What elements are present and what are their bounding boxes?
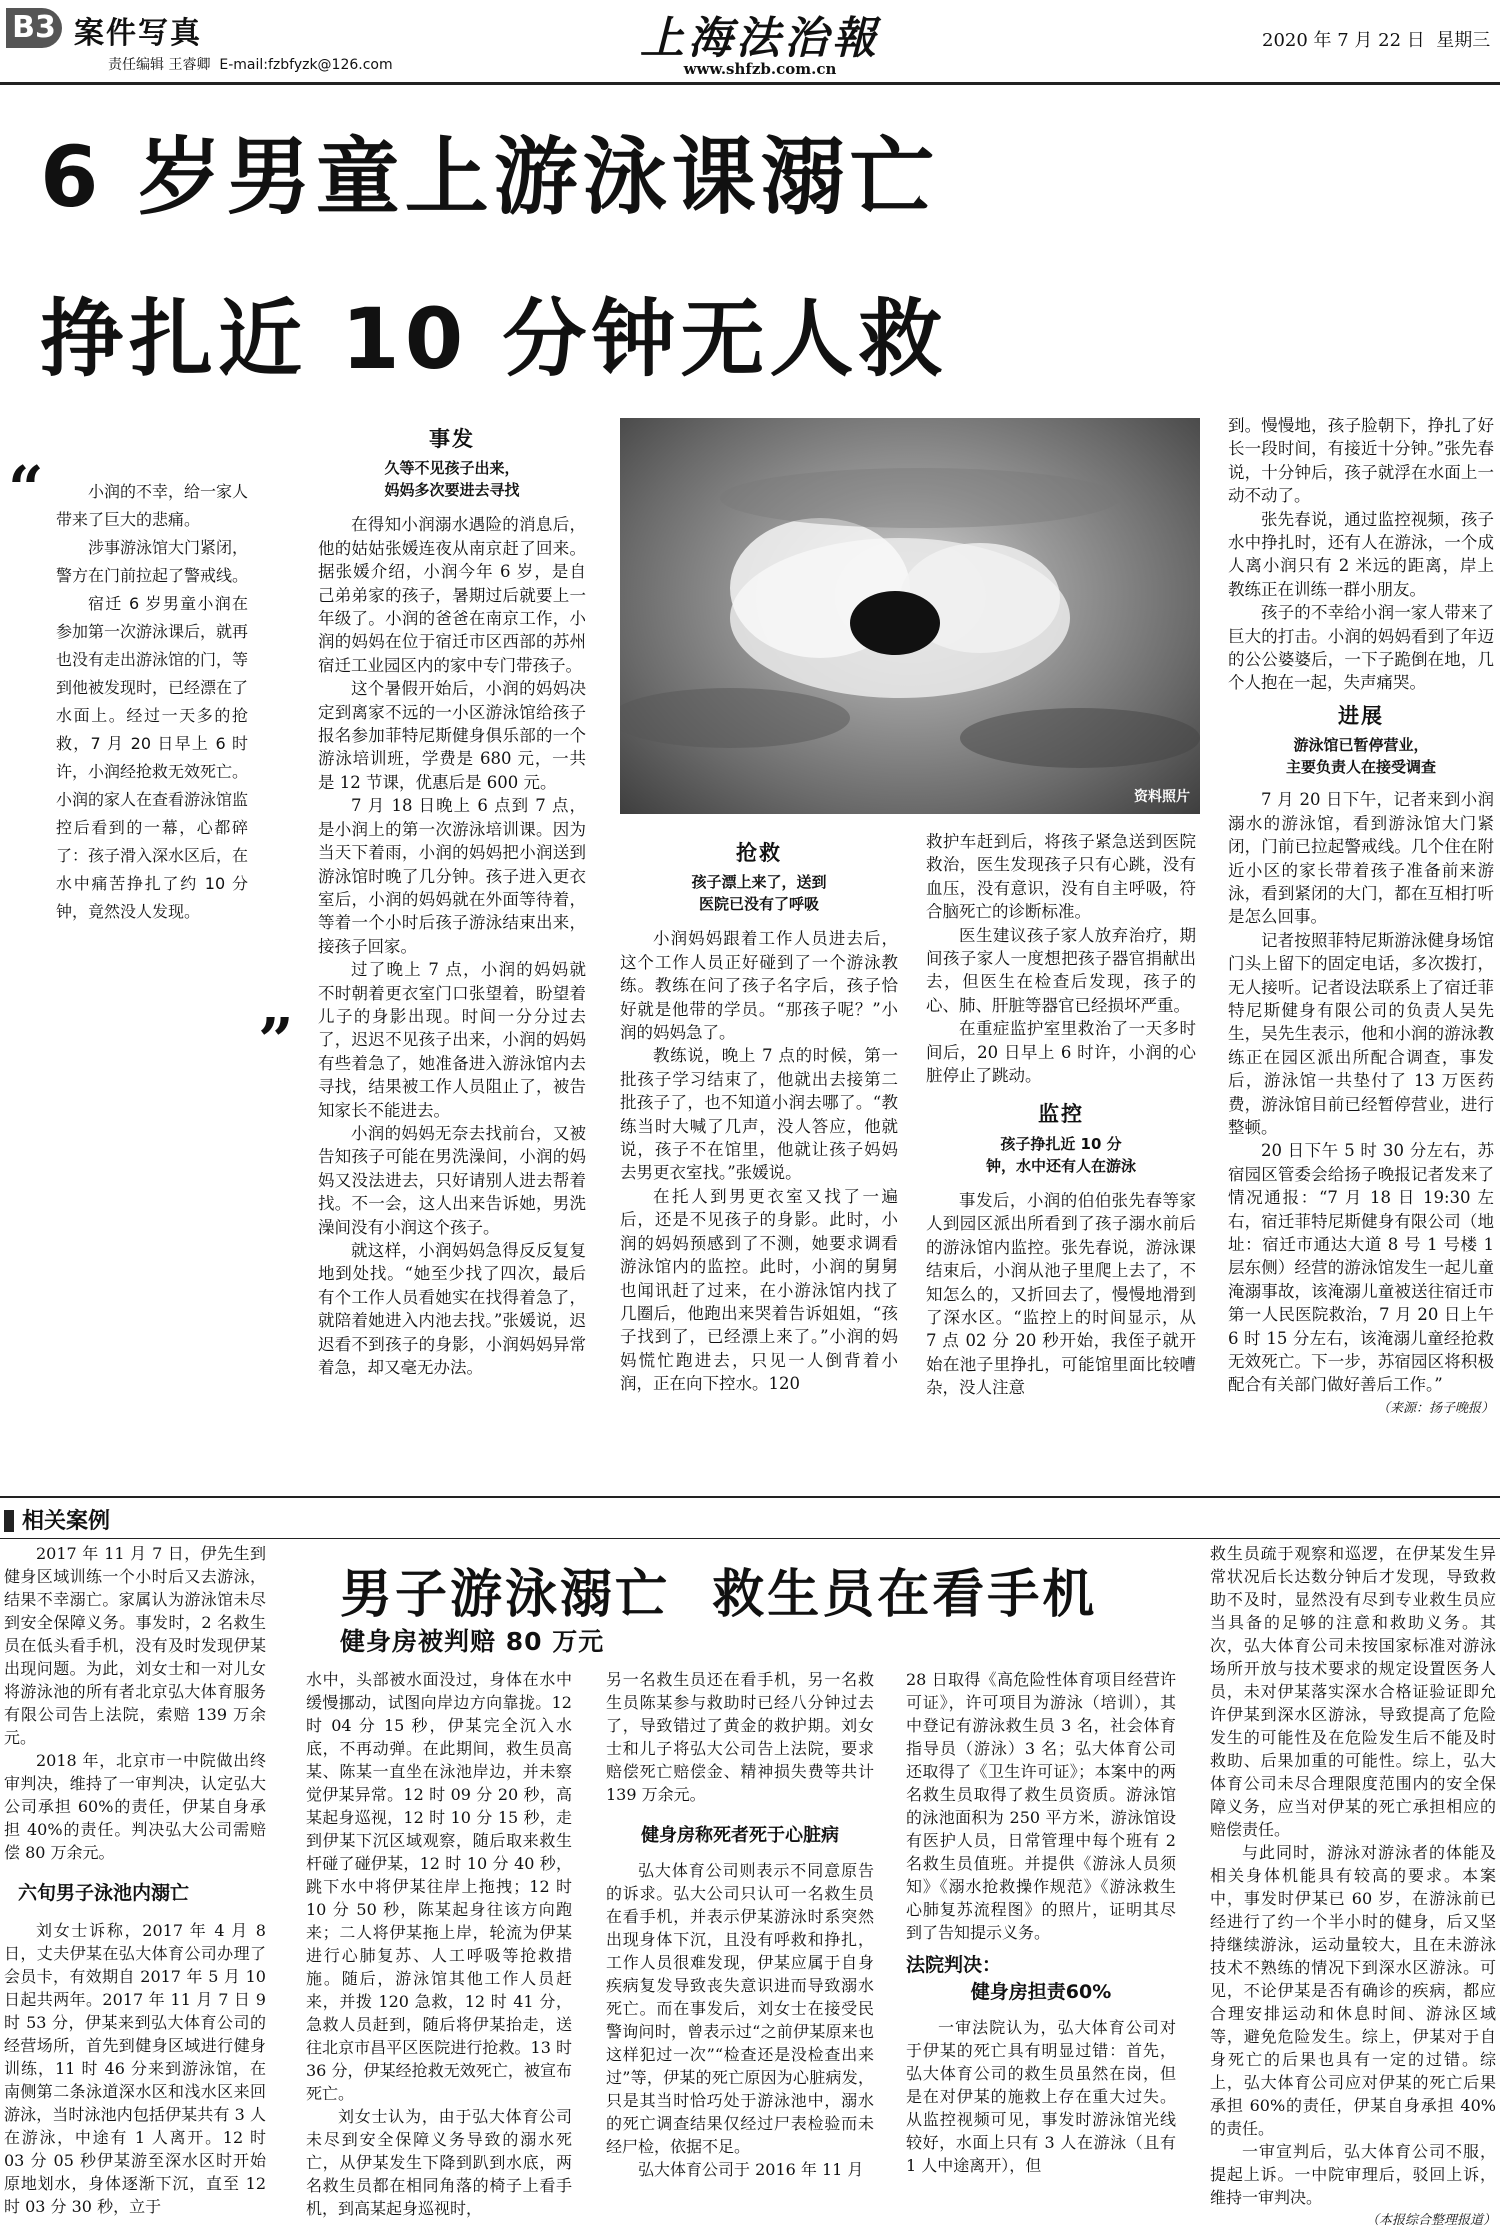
page-number-badge: B3	[6, 8, 62, 48]
related-col-5	[1210, 1542, 1496, 2232]
subhead-deck: 孩子挣扎近 10 分	[1000, 1134, 1122, 1153]
subhead-deck: 钟，水中还有人在游泳	[985, 1156, 1136, 1175]
paragraph: 刘女士认为，由于弘大体育公司未尽到安全保障义务导致的溺水死亡，从伊某发生下降到趴到水底，两名救生员都在相同角落的椅子上看手机，到高某起身巡视时，	[306, 2107, 572, 2218]
source-credit: （来源：扬子晚报）	[1376, 1400, 1494, 1416]
related-subtitle: 健身房称死者死于心脏病	[641, 1825, 839, 1846]
paragraph: 记者按照菲特尼斯游泳健身场馆门头上留下的固定电话，多次拨打，无人接听。记者设法联系上了宿迁菲特尼斯健身有限公司的负责人吴先生，吴先生表示，他和小润的游泳教练正在园区派出所配合调查，事发后，游泳馆一共垫付了 13 万医药费，游泳馆目前已经暂停营业，进行整顿。	[1228, 930, 1494, 1137]
paragraph: 与此同时，游泳对游泳者的体能及相关身体机能具有较高的要求。本案中，事发时伊某已 60 岁，在游泳前已经进行了约一个半小时的健身，后又坚持继续游泳，运动量较大，且在未游泳技术不熟练的情况下到深水区游泳。可见，不论伊某是否有确诊的疾病，都应合理安排运动和休息时间、游泳区域等，避免危险发生。综上，伊某对于自身死亡的后果也具有一定的过错。综上，弘大体育公司应对伊某的死亡后果承担 60%的责任，伊某自身承担 40%的责任。	[1210, 1843, 1496, 2138]
subhead-deck: 医院已没有了呼吸	[698, 895, 819, 914]
paragraph: 在托人到男更衣室又找了一遍后，还是不见孩子的身影。此时，小润的妈妈预感到了不测，她要求调看游泳馆内的监控。此时，小润的舅舅也闻讯赶了过来，在小游泳馆内找了几圈后，他跑出来哭着告诉姐姐，“孩子找到了，已经漂上来了。”小润的妈妈慌忙跑进去，只见一人倒背着小润，正在向下控水。120	[620, 1186, 898, 1394]
paragraph: 2018 年，北京市一中院做出终审判决，维持了一审判决，认定弘大公司承担 60%的责任，伊某自身承担 40%的责任。判决弘大公司需赔偿 80 万余元。	[4, 1751, 266, 1862]
editor-email: E-mail:fzbfyzk@126.com	[219, 57, 393, 73]
related-col-1	[4, 1542, 266, 2218]
editor-line	[108, 54, 393, 74]
related-subhead: 健身房被判赔 80 万元	[340, 1627, 605, 1656]
paragraph: 7 月 18 日晚上 6 点到 7 点，是小润上的第一次游泳培训课。因为当天下着雨，小润的妈妈把小润送到游泳馆时晚了几分钟。孩子进入更衣室后，小润的妈妈就在外面等待着，等着一个小时后孩子游泳结束出来，接孩子回家。	[318, 796, 586, 956]
paragraph: 水中，头部被水面没过，身体在水中缓慢挪动，试图向岸边方向靠拢。12 时 04 分 15 秒，伊某完全沉入水底，不再动弹。在此期间，救生员高某、陈某一直坐在泳池岸边，并未察觉伊某异常。12 时 09 分 20 秒，高某起身巡视，12 时 10 分 15 秒，走到伊某下沉区域观察，随后取来救生杆碰了碰伊某，12 时 10 分 40 秒，跳下水中将伊某往岸上拖拽；12 时 10 分 50 秒，陈某起身往该方向跑来；二人将伊某拖上岸，轮流为伊某进行心肺复苏、人工呼吸等抢救措施。随后，游泳馆其他工作人员赶来，并拨 120 急救，12 时 41 分，急救人员赶到，随后将伊某抬走，送往北京市昌平区医院进行抢救。13 时 36 分，伊某经抢救无效死亡，被宣布死亡。	[306, 1670, 572, 2103]
subhead-title: 进展	[1338, 703, 1384, 728]
paragraph: 20 日下午 5 时 30 分左右，苏宿园区管委会给扬子晚报记者发来了情况通报：“7 月 18 日 19:30 左右，宿迁菲特尼斯健身有限公司（地址：宿迁市通达大道 8 号 1 号楼 1 层东侧）经营的游泳馆发生一起儿童淹溺事故，该淹溺儿童被送往宿迁市第一人民医院救治，7 月 20 日上午 6 时 15 分左右，该淹溺儿童经抢救无效死亡。下一步，苏宿园区将积极配合有关部门做好善后工作。”	[1228, 1141, 1494, 1395]
paragraph: 2017 年 11 月 7 日，伊先生到健身区域训练一个小时后又去游泳，结果不幸溺亡。家属认为游泳馆未尽到安全保障义务。事发时，2 名救生员在低头看手机，没有及时发现伊某出现问题。为此，刘女士和一对儿女将游泳池的所有者北京弘大体育服务有限公司告上法院，索赔 139 万余元。	[4, 1544, 266, 1747]
photo-caption: 资料照片	[1134, 789, 1190, 805]
paragraph: 救护车赶到后，将孩子紧急送到医院救治，医生发现孩子只有心跳，没有血压，没有意识，没有自主呼吸，符合脑死亡的诊断标准。	[926, 832, 1196, 922]
paragraph: 7 月 20 日下午，记者来到小润溺水的游泳馆，看到游泳馆大门紧闭，门前已拉起警戒线。几个住在附近小区的家长带着孩子准备前来游泳，看到紧闭的大门，都在互相打听是怎么回事。	[1228, 790, 1494, 927]
paragraph: 刘女士诉称，2017 年 4 月 8 日，丈夫伊某在弘大体育公司办理了会员卡，有效期自 2017 年 5 月 10 日起共两年。2017 年 11 月 7 日 9 时 53 分，伊某来到弘大体育公司的经营场所，首先到健身区域进行健身训练，11 时 46 分来到游泳馆，在南侧第二条泳道深水区和浅水区来回游泳，当时泳池内包括伊某共有 3 人在游泳，中途有 1 人离开。12 时 03 分 05 秒伊某游至深水区时开始原地划水，身体逐渐下沉，直至 12 时 03 分 30 秒，立于	[4, 1921, 266, 2216]
section-title: 案件写真	[74, 16, 202, 51]
paragraph: 另一名救生员还在看手机，另一名救生员陈某参与救助时已经八分钟过去了，导致错过了黄金的救护期。刘女士和儿子将弘大公司告上法院，要求赔偿死亡赔偿金、精神损失费等共计 139 万余元。	[606, 1670, 874, 1804]
paragraph: 张先春说，通过监控视频，孩子水中挣扎时，还有人在游泳，一个成人离小润只有 2 米远的距离，岸上教练正在训练一群小朋友。	[1228, 509, 1494, 599]
paragraph: 教练说，晚上 7 点的时候，第一批孩子学习结束了，他就出去接第二批孩子了，也不知道小润去哪了。“教练当时大喊了几声，没人答应，他就说，孩子不在馆里，他就让孩子妈妈去男更衣室找。”张媛说。	[620, 1046, 898, 1183]
related-col-4	[906, 1668, 1176, 2177]
subhead-jinzhan	[1228, 705, 1494, 778]
subhead-deck: 久等不见孩子出来，	[384, 459, 520, 478]
header-rule	[0, 82, 1500, 85]
photo-splash-art	[620, 418, 1200, 814]
quote-close-mark: ”	[258, 1004, 294, 1077]
date-text: 2020 年 7 月 22 日	[1262, 30, 1425, 51]
paragraph: 弘大体育公司则表示不同意原告的诉求。弘大公司只认可一名救生员在看手机，并表示伊某游泳时系突然出现身体下沉，且没有呼救和挣扎，工作人员很难发现，伊某应属于自身疾病复发导致丧失意识进而导致溺水死亡。而在事发后，刘女士在接受民警询问时，曾表示过“之前伊某原来也这样犯过一次”“检查还是没检查出来过”等，伊某的死亡原因为心脏病发，只是其当时恰巧处于游泳池中，溺水的死亡调查结果仅经过尸表检验而未经尸检，依据不足。	[606, 1861, 874, 2156]
related-subtitle: 六旬男子泳池内溺亡	[18, 1882, 190, 1904]
paragraph: 小润的妈妈无奈去找前台，又被告知孩子可能在男洗澡间，小润的妈妈又没法进去，只好请别人进去帮着找。不一会，这人出来告诉她，男洗澡间没有小润这个孩子。	[318, 1123, 586, 1237]
verdict-label: 法院判决：	[906, 1954, 1002, 1976]
issue-date	[1262, 26, 1490, 52]
paragraph: 过了晚上 7 点，小润的妈妈就不时朝着更衣室门口张望着，盼望着儿子的身影出现。时间一分分过去了，迟迟不见孩子出来，小润的妈妈有些着急了，她准备进入游泳馆内去寻找，结果被工作人员阻止了，被告知家长不能进去。	[318, 960, 586, 1120]
paragraph: 一审宣判后，弘大体育公司不服，提起上诉。一中院审理后，驳回上诉，维持一审判决。	[1210, 2142, 1496, 2207]
headline-line-1: 6 岁男童上游泳课溺亡	[40, 128, 939, 226]
paragraph: 弘大体育公司于 2016 年 11 月	[638, 2160, 864, 2179]
related-label	[4, 1504, 110, 1535]
website: www.shfzb.com.cn	[683, 60, 837, 78]
related-label-text: 相关案例	[22, 1509, 111, 1534]
related-headline: 男子游泳溺亡 救生员在看手机	[340, 1565, 1098, 1625]
paragraph: 在重症监护室里救治了一天多时间后，20 日早上 6 时许，小润的心脏停止了跳动。	[926, 1019, 1196, 1086]
paragraph: 医生建议孩子家人放弃治疗，期间孩子家人一度想把孩子器官捐献出去，但医生在检查后发现，孩子的心、肺、肝脏等器官已经损坏严重。	[926, 925, 1196, 1015]
subhead-deck: 游泳馆已暂停营业，	[1293, 736, 1429, 755]
subhead-deck: 孩子漂上来了，送到	[691, 873, 827, 892]
related-label-underline	[0, 1538, 1500, 1539]
related-divider	[0, 1496, 1500, 1498]
pullquote-p2: 涉事游泳馆大门紧闭，警方在门前拉起了警戒线。	[56, 538, 249, 585]
pullquote	[56, 478, 248, 926]
article-col-5	[1228, 414, 1494, 1420]
subhead-deck: 主要负责人在接受调查	[1285, 758, 1436, 777]
weekday-text: 星期三	[1436, 30, 1491, 51]
paragraph: 救生员疏于观察和巡逻，在伊某发生异常状况后长达数分钟后才发现，导致救助不及时，显然没有尽到专业救生员应当具备的足够的注意和救助义务。其次，弘大体育公司未按国家标准对游泳场所开放与技术要求的规定设置医务人员，未对伊某落实深水合格证验证即允许伊某到深水区游泳，导致提高了危险发生的可能性及在危险发生后不能及时救助、后果加重的可能性。综上，弘大体育公司未尽合理限度范围内的安全保障义务，应当对伊某的死亡承担相应的赔偿责任。	[1210, 1544, 1496, 1839]
subhead-title: 事发	[429, 427, 475, 451]
paragraph: 孩子的不幸给小润一家人带来了巨大的打击。小润的妈妈看到了年迈的公公婆婆后，一下子跪倒在地，几个人抱在一起，失声痛哭。	[1228, 603, 1494, 693]
paragraph: 一审法院认为，弘大体育公司对于伊某的死亡具有明显过错：首先，弘大体育公司的救生员虽然在岗，但是在对伊某的施救上存在重大过失。从监控视频可见，事发时游泳馆光线较好，水面上只有 3 人在游泳（且有 1 人中途离开），但	[906, 2018, 1176, 2175]
article-col-4	[926, 830, 1196, 1400]
pullquote-p3: 宿迁 6 岁男童小润在参加第一次游泳课后，就再也没有走出游泳馆的门，等到他被发现时，已经漂在了水面上。经过一天多的抢救，7 月 20 日早上 6 时许，小润经抢救无效死亡。小润的家人在查看游泳馆监控后看到的一幕，心都碎了：孩子滑入深水区后，在水中痛苦挣扎了约 10 分钟，竟然没人发现。	[56, 594, 249, 921]
subhead-qiangjiu	[620, 842, 898, 915]
editor-name: 责任编辑 王睿卿	[108, 57, 211, 73]
paragraph: 事发后，小润的伯伯张先春等家人到园区派出所看到了孩子溺水前后的游泳馆内监控。张先春说，游泳课结束后，小润从池子里爬上去了，不知怎么的，又折回去了，慢慢地滑到了深水区。“监控上的时间显示，从 7 点 02 分 20 秒开始，我侄子就开始在池子里挣扎，可能馆里面比较嘈杂，没人注意	[926, 1190, 1196, 1398]
paragraph: 这个暑假开始后，小润的妈妈决定到离家不远的一小区游泳馆给孩子报名参加菲特尼斯健身俱乐部的一个游泳培训班，学费是 680 元，一共是 12 节课，优惠后是 600 元。	[318, 679, 586, 792]
related-col-2	[306, 1668, 572, 2220]
headline-line-2: 挣扎近 10 分钟无人救	[40, 290, 948, 388]
subhead-title: 抢救	[736, 841, 782, 865]
paragraph: 小润妈妈跟着工作人员进去后，这个工作人员正好碰到了一个游泳教练。教练在问了孩子名字后，孩子恰好就是他带的学员。“那孩子呢？”小润的妈妈急了。	[620, 929, 898, 1043]
paragraph: 28 日取得《高危险性体育项目经营许可证》，许可项目为游泳（培训），其中登记有游泳救生员 3 名，社会体育指导员（游泳）3 名；弘大体育公司还取得了《卫生许可证》；本案中的两名救生员取得了救生员资质。游泳馆的泳池面积为 250 平方米，游泳馆设有医护人员，日常管理中每个班有 2 名救生员值班。并提供《游泳人员须知》《溺水抢救操作规范》《游泳救生心肺复苏流程图》的照片，证明其尽到了告知提示义务。	[906, 1670, 1176, 1942]
article-col-3	[620, 842, 898, 1396]
verdict-subtitle: 健身房担责60%	[970, 1981, 1112, 2003]
quote-open-mark: “	[8, 452, 44, 525]
pullquote-p1: 小润的不幸，给一家人带来了巨大的悲痛。	[56, 482, 249, 529]
subhead-shifa	[318, 428, 586, 501]
paragraph: 在得知小润溺水遇险的消息后，他的姑姑张媛连夜从南京赶了回来。据张媛介绍，小润今年 6 岁，是自己弟弟家的孩子，暑期过后就要上一年级了。小润的爸爸在南京工作，小润的妈妈在位于宿迁市区西部的苏州宿迁工业园区内的家中专门带孩子。	[318, 515, 586, 675]
subhead-title: 监控	[1038, 1102, 1084, 1127]
paragraph: 就这样，小润妈妈急得反反复复地到处找。“她至少找了四次，最后有个工作人员看她实在找得着急了，就陪着她进入内池去找。”张媛说，迟迟看不到孩子的身影，小润妈妈异常着急，却又毫无办法。	[318, 1241, 586, 1378]
paragraph: 到。慢慢地，孩子脸朝下，挣扎了好长一段时间，有接近十分钟。”张先春说，十分钟后，孩子就浮在水面上一动不动了。	[1228, 416, 1494, 506]
swimming-photo	[620, 418, 1200, 814]
subhead-deck: 妈妈多次要进去寻找	[384, 481, 520, 500]
source-credit: （本报综合整理报道）	[1365, 2213, 1496, 2228]
subhead-jiankong	[926, 1103, 1196, 1176]
related-col-3	[606, 1668, 874, 2181]
article-col-2	[318, 428, 586, 1379]
masthead: 上海法治報	[640, 13, 880, 64]
